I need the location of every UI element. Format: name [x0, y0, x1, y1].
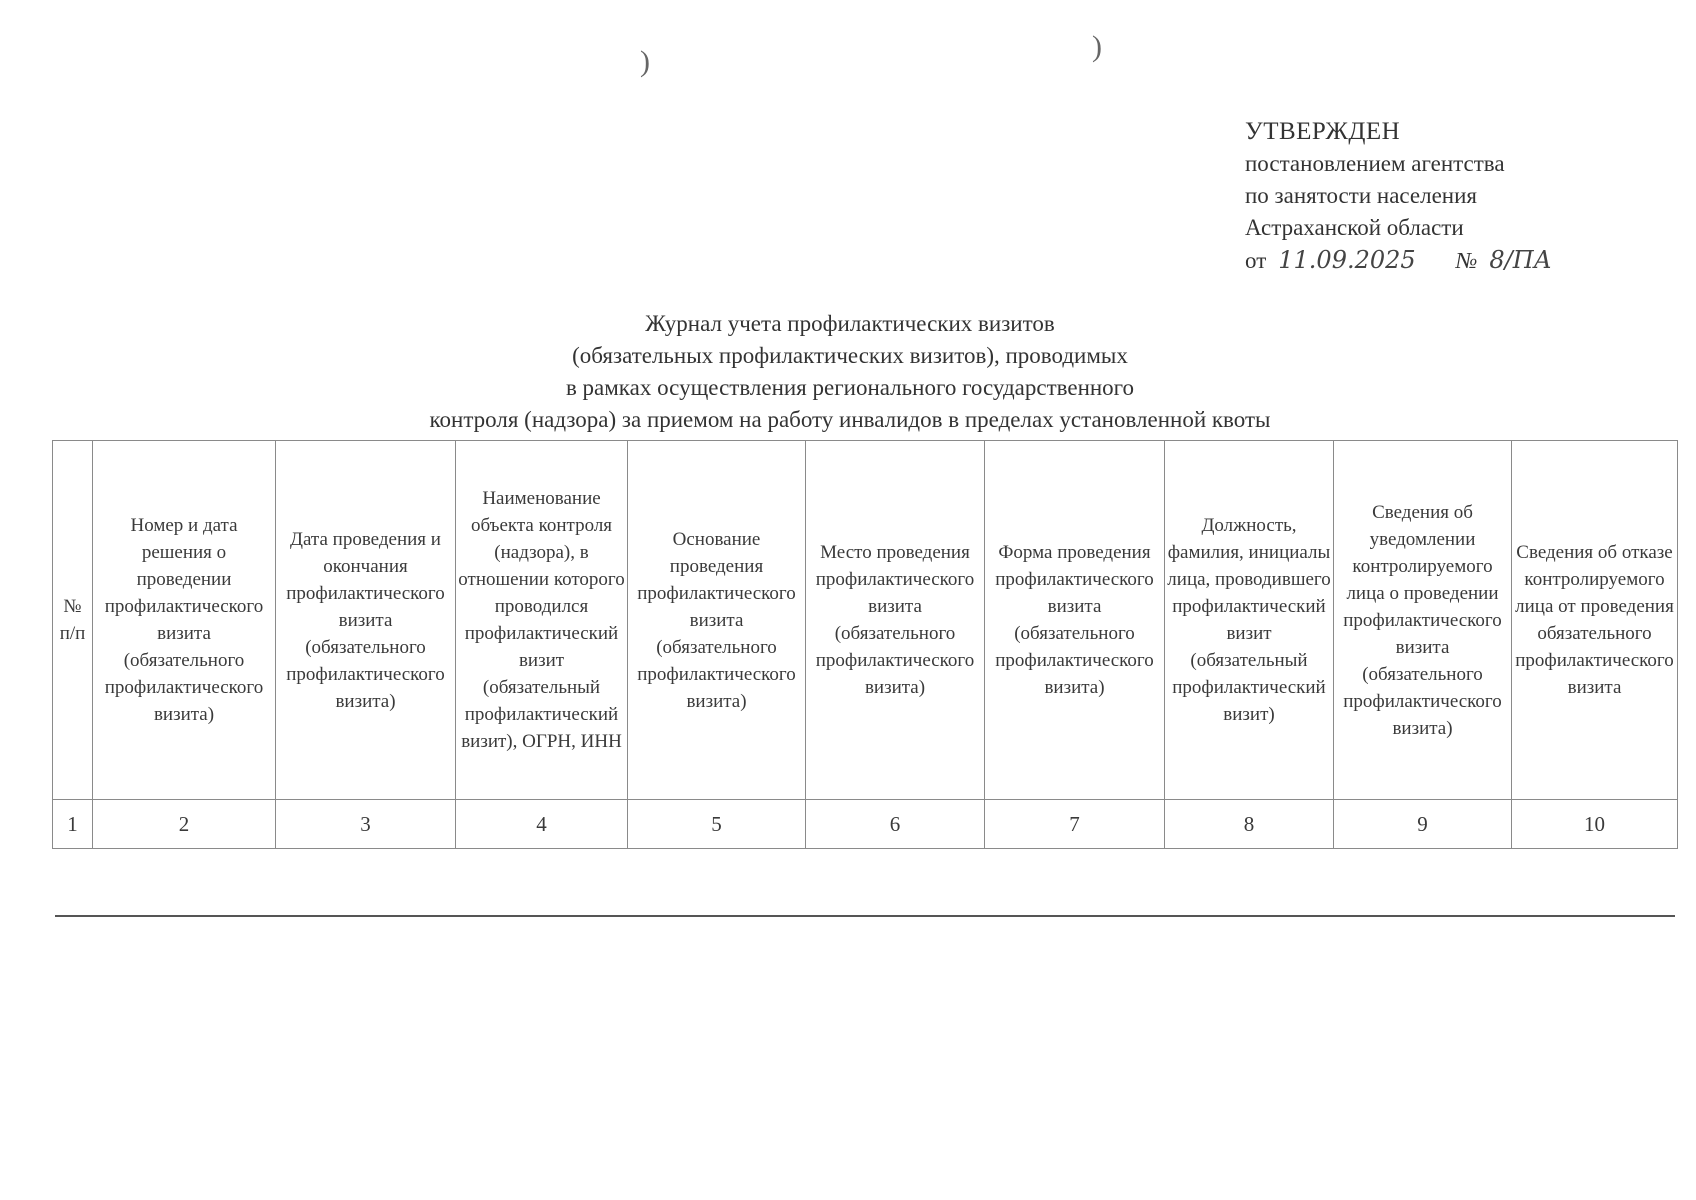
header-cell: Номер и дата решения о проведении профилактического визита (обязательного профилактического визита) — [93, 441, 276, 800]
column-number: 9 — [1334, 800, 1512, 849]
header-cell: Основание проведения профилактического визита (обязательного профилактического визита) — [628, 441, 806, 800]
column-number: 1 — [53, 800, 93, 849]
column-number: 10 — [1512, 800, 1678, 849]
approval-line-1: постановлением агентства — [1245, 151, 1505, 176]
header-cell: Сведения об уведомлении контролируемого лица о проведении профилактического визита (обязательного профилактического визита) — [1334, 441, 1512, 800]
column-number: 2 — [93, 800, 276, 849]
handwritten-date: 11.09.2025 — [1278, 246, 1416, 274]
title-line-1: Журнал учета профилактических визитов — [645, 311, 1055, 336]
number-prefix: № — [1455, 248, 1478, 273]
header-cell: Наименование объекта контроля (надзора), в отношении которого проводился профилактический визит (обязательный профилактический визит), ОГРН, ИНН — [456, 441, 628, 800]
date-prefix: от — [1245, 248, 1267, 273]
approval-date-line — [1245, 244, 1552, 277]
column-number: 6 — [806, 800, 985, 849]
title-line-2: (обязательных профилактических визитов), проводимых — [572, 343, 1128, 368]
title-line-3: в рамках осуществления регионального государственного — [565, 375, 1135, 400]
approval-heading: УТВЕРЖДЕН — [1245, 118, 1401, 145]
title-line-4: контроля (надзора) за приемом на работу инвалидов в пределах установленной квоты — [429, 407, 1271, 432]
column-number: 4 — [456, 800, 628, 849]
approval-line-3: Астраханской области — [1245, 215, 1464, 240]
header-cell: Сведения об отказе контролируемого лица от проведения обязательного профилактического визита — [1512, 441, 1678, 800]
column-number: 5 — [628, 800, 806, 849]
header-cell: Дата проведения и окончания профилактического визита (обязательного профилактического визита) — [276, 441, 456, 800]
column-number-row — [53, 800, 1678, 849]
handwritten-number: 8/ПА — [1489, 246, 1552, 274]
header-cell: Должность, фамилия, инициалы лица, проводившего профилактический визит (обязательный профилактический визит) — [1165, 441, 1334, 800]
approval-line-2: по занятости населения — [1245, 183, 1477, 208]
journal-table — [52, 440, 1678, 849]
scan-artifact-left: ) — [640, 45, 650, 78]
header-cell: Форма проведения профилактического визита (обязательного профилактического визита) — [985, 441, 1165, 800]
column-number: 3 — [276, 800, 456, 849]
header-cell: № п/п — [53, 441, 93, 800]
column-number: 7 — [985, 800, 1165, 849]
scan-artifact-right: ) — [1092, 30, 1102, 63]
column-number: 8 — [1165, 800, 1334, 849]
footer-rule — [55, 915, 1675, 917]
document-title — [300, 308, 1400, 436]
approval-stamp-block — [1245, 116, 1552, 277]
header-cell: Место проведения профилактического визита (обязательного профилактического визита) — [806, 441, 985, 800]
table-header-row — [53, 441, 1678, 800]
